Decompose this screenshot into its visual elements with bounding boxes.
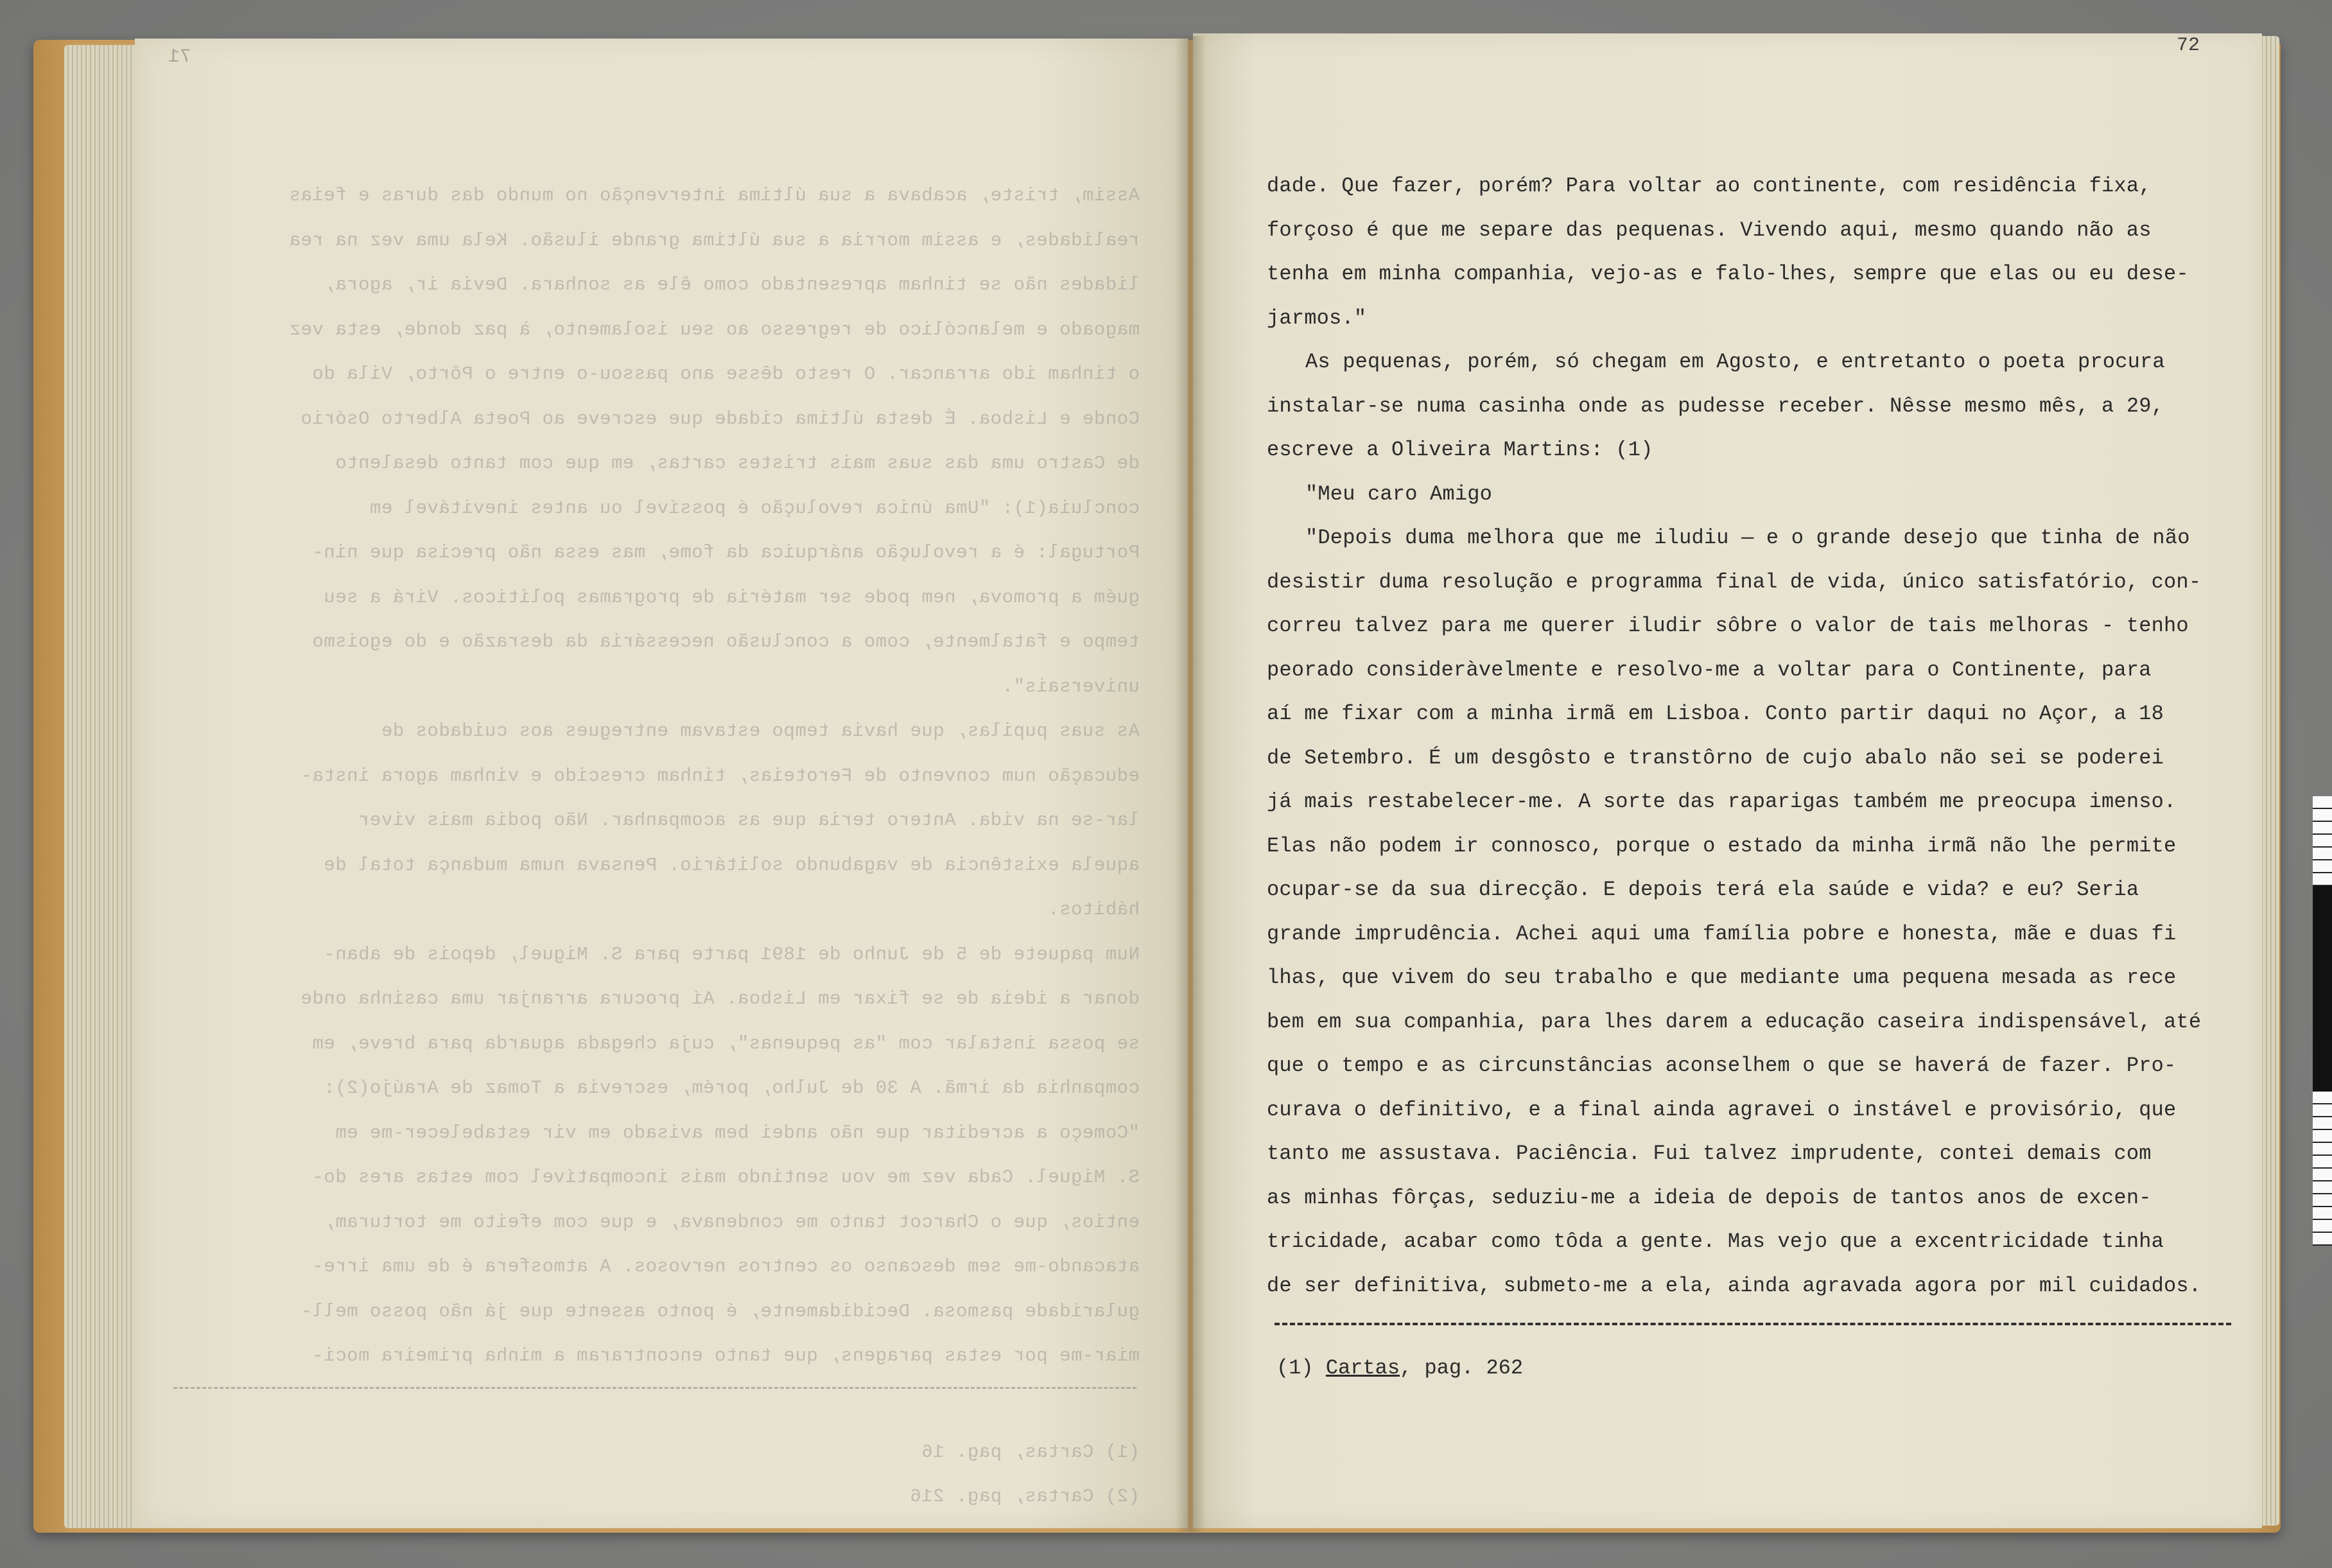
bleed-line: miar-me por estas paragens, que tanto encontraram a minha primeira moci- xyxy=(311,1345,1140,1366)
bleed-line: concluia(1): "Uma única revolução é possível ou antes inevitável em xyxy=(369,497,1140,519)
left-page-stack xyxy=(64,45,141,1528)
bleed-line: Assim, triste, acabava a sua última intervenção no mundo das duras e feias xyxy=(289,185,1140,206)
footnote-rest: , pag. 262 xyxy=(1400,1356,1524,1380)
bleed-line: aquela existência de vagabundo solitário. Pensava numa mudança total de xyxy=(323,854,1140,876)
bleed-line: companhia da irmã. A 30 de Julho, porém, escrevia a Tomaz de Araújo(2): xyxy=(323,1077,1140,1099)
footnote xyxy=(1276,1356,1523,1380)
bleed-through-rule xyxy=(173,1387,1136,1389)
left-page-number: 71 xyxy=(168,46,192,68)
bleed-line: As suas pupilas, que havia tempo estavam entregues aos cuidados de xyxy=(381,720,1140,742)
right-page-body xyxy=(1267,164,2243,1308)
bleed-line: lar-se na vida. Antero teria que as acompanhar. Não podia mais viver xyxy=(358,810,1140,831)
footnote-title: Cartas xyxy=(1325,1356,1400,1380)
bleed-line: atacando-me sem descanso os centros nervosos. A atmosfera é de uma irre- xyxy=(311,1256,1140,1277)
text-line: tanto me assustava. Paciência. Fui talvez imprudente, contei demais com xyxy=(1267,1142,2152,1165)
bleed-line: entios, que o Charcot tanto me condenava, e que com efeito me torturam, xyxy=(323,1211,1140,1233)
text-line: grande imprudência. Achei aqui uma família pobre e honesta, mãe e duas fi xyxy=(1267,921,2177,946)
text-line: ocupar-se da sua direcção. E depois terá ela saúde e vida? e eu? Seria xyxy=(1267,878,2139,902)
text-line: aí me fixar com a minha irmã em Lisboa. Conto partir daqui no Açor, a 18 xyxy=(1267,702,2164,726)
text-line: "Meu caro Amigo xyxy=(1305,482,1493,506)
text-line: desistir duma resolução e programma final de vida, único satisfatório, con- xyxy=(1267,570,2202,594)
text-line: escreve a Oliveira Martins: (1) xyxy=(1267,438,1653,462)
text-line: Elas não podem ir connosco, porque o estado da minha irmã não lhe permite xyxy=(1267,833,2177,858)
text-line: já mais restabelecer-me. A sorte das raparigas também me preocupa imenso. xyxy=(1267,790,2177,814)
text-line: instalar-se numa casinha onde as pudesse receber. Nêsse mesmo mês, a 29, xyxy=(1267,394,2164,418)
text-line: de ser definitiva, submeto-me a ela, ainda agravada agora por mil cuidados. xyxy=(1267,1273,2202,1298)
text-line: lhas, que vivem do seu trabalho e que mediante uma pequena mesada as rece xyxy=(1267,966,2177,989)
bleed-through-text xyxy=(164,173,1140,1519)
text-line: dade. Que fazer, porém? Para voltar ao continente, com residência fixa, xyxy=(1267,174,2152,198)
bleed-line: o tinham ido arrancar. O resto dêsse ano passou-o entre o Pôrto, Vila do xyxy=(311,363,1140,385)
bleed-line: Portugal: é a revolução anárquica da fome, mas essa não precisa que nin- xyxy=(311,542,1140,563)
bleed-line: Conde e Lisboa. É desta última cidade que escreve ao Poeta Alberto Osório xyxy=(300,408,1140,430)
bleed-footnote: (1) Cartas, pag. 16 xyxy=(921,1441,1140,1463)
bleed-line: hábitos. xyxy=(1047,899,1140,920)
bleed-line: gularidade pasmosa. Decididamente, é ponto assente que já não posso mell- xyxy=(300,1300,1140,1322)
bleed-footnote: (2) Cartas, pag. 216 xyxy=(909,1486,1140,1507)
bleed-line: "Começo a acreditar que não andei bem avisado em vir estabelecer-me em xyxy=(335,1122,1140,1144)
bleed-line: magoado e melancólico de regresso ao seu isolamento, à paz donde, esta vez xyxy=(289,318,1140,340)
right-page-number: 72 xyxy=(2177,35,2200,57)
bleed-line: se possa instalar com "as pequenas", cuja chegada aguarda para breve, em xyxy=(311,1032,1140,1054)
text-line: as minhas fôrças, seduziu-me a ideia de depois de tantos anos de excen- xyxy=(1267,1185,2152,1210)
text-line: bem em sua companhia, para lhes darem a educação caseira indispensável, até xyxy=(1267,1009,2202,1034)
bleed-line: universais". xyxy=(1002,675,1140,697)
bleed-line: Num paquete de 5 de Junho de 1891 parte para S. Miguel, depois de aban- xyxy=(323,943,1140,965)
bleed-line: guém a promova, nem pode ser matéria de programas políticos. Virá a seu xyxy=(323,586,1140,608)
footnote-marker: (1) xyxy=(1276,1356,1314,1380)
bleed-line: S. Miguel. Cada vez me vou sentindo mais incompatível com estas ares do- xyxy=(311,1167,1140,1188)
text-line: As pequenas, porém, só chegam em Agosto, e entretanto o poeta procura xyxy=(1305,350,2165,374)
bleed-line: donar a ideia de se fixar em Lisboa. Aí procura arranjar uma casinha onde xyxy=(300,988,1140,1009)
bleed-line: lidades não se tinham apresentado como êle as sonhara. Devia ir, agora, xyxy=(323,274,1140,295)
scale-ruler-black-band xyxy=(2313,886,2332,1092)
bleed-line: tempo e fatalmente, como a conclusão necessária da desrazão e do egoismo xyxy=(311,631,1140,652)
text-line: curava o definitivo, e a final ainda agravei o instável e provisório, que xyxy=(1267,1097,2177,1122)
book-gutter xyxy=(1175,36,1206,1532)
footnote-separator xyxy=(1275,1323,2231,1325)
text-line: de Setembro. É um desgôsto e transtôrno de cujo abalo não sei se poderei xyxy=(1267,745,2164,770)
text-line: peorado consideràvelmente e resolvo-me a voltar para o Continente, para xyxy=(1267,658,2152,682)
text-line: "Depois duma melhora que me iludiu — e o grande desejo que tinha de não xyxy=(1305,526,2190,550)
text-line: jarmos." xyxy=(1267,306,1367,330)
text-line: correu talvez para me querer iludir sôbre o valor de tais melhoras - tenho xyxy=(1267,614,2189,638)
bleed-line: educação num convento de Feroteias, tinham crescido e vinham agora insta- xyxy=(300,765,1140,787)
bleed-line: de Castro uma das suas mais tristes cartas, em que com tanto desalento xyxy=(335,453,1140,474)
text-line: forçoso é que me separe das pequenas. Vivendo aqui, mesmo quando não as xyxy=(1267,218,2152,242)
bleed-line: realidades, e assim morria a sua última grande ilusão. Kela uma vez na rea xyxy=(289,229,1140,251)
text-line: tricidade, acabar como tôda a gente. Mas vejo que a excentricidade tinha xyxy=(1267,1230,2164,1253)
text-line: que o tempo e as circunstâncias aconselhem o que se haverá de fazer. Pro- xyxy=(1267,1054,2177,1077)
text-line: tenha em minha companhia, vejo-as e falo-lhes, sempre que elas ou eu dese- xyxy=(1267,262,2189,286)
